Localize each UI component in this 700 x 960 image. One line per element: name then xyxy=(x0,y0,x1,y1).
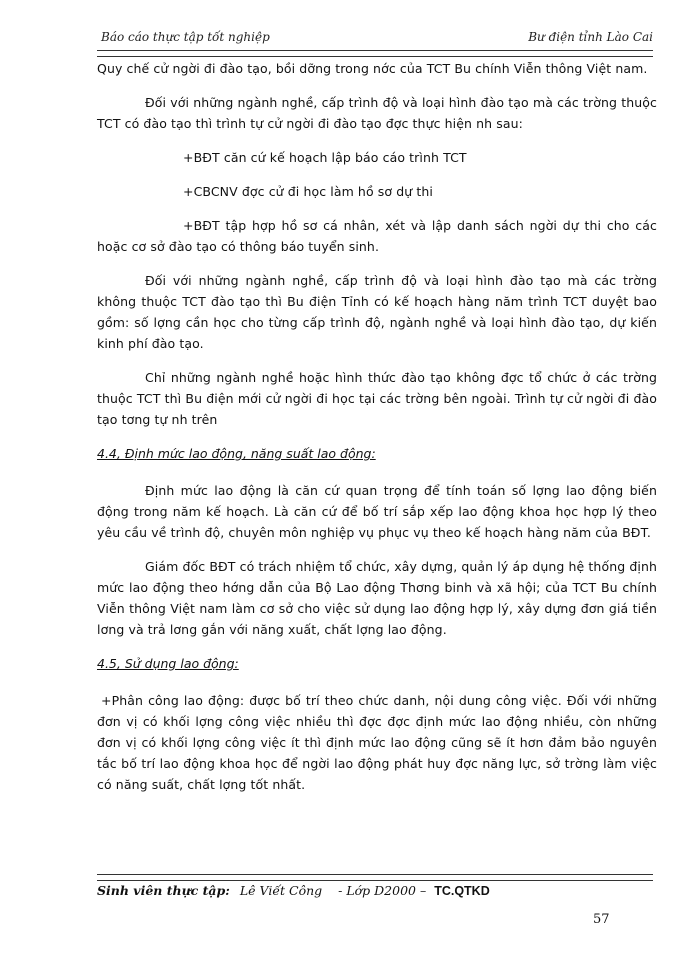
bullet-plan: +BĐT căn cứ kế hoạch lập báo cáo trình TCT xyxy=(183,150,467,165)
section-heading-4-4: 4.4, Định mức lao động, năng suất lao động: xyxy=(97,446,376,461)
paragraph-labor-assignment: +Phân công lao động: được bố trí theo chức danh, nội dung công việc. Đối với những đơn vị có khối lợng công việc nhiều thì đợc đợc định mức lao động nhiều, còn những đơn vị có khối lợng công việc ít thì định mức lao động cũng sẽ ít hơn đảm bảo nguyên tắc bố trí lao động khoa học để ngời lao động phát huy đợc năng lực, sở trờng làm việc có năng suất, chất lợng tốt nhất. xyxy=(97,693,657,792)
paragraph-external-training: Đối với những ngành nghề, cấp trình độ và loại hình đào tạo mà các trờng không thuộc TCT đào tạo thì Bu điện Tỉnh có kế hoạch hàng năm trình TCT duyệt bao gồm: số lợng cần học cho từng cấp trình độ, ngành nghề và loại hình đào tạo, dự kiến kinh phí đào tạo. xyxy=(97,273,657,351)
page-footer xyxy=(97,883,657,898)
section-heading-4-5: 4.5, Sử dụng lao động: xyxy=(97,656,239,671)
header-organization: Bư điện tỉnh Lào Cai xyxy=(528,30,653,44)
paragraph-outside-schools: Chỉ những ngành nghề hoặc hình thức đào tạo không đợc tổ chức ở các trờng thuộc TCT thì Bu điện mới cử ngời đi học tại các trờng bên ngoài. Trình tự cử ngời đi đào tạo tơng tự nh trên xyxy=(97,370,657,427)
footer-student-name: Lê Viết Công xyxy=(239,883,323,898)
paragraph-internal-training: Đối với những ngành nghề, cấp trình độ và loại hình đào tạo mà các trờng thuộc TCT có đào tạo thì trình tự cử ngời đi đào tạo đợc thực hiện nh sau: xyxy=(97,95,657,131)
paragraph-regulation: Quy chế cử ngời đi đào tạo, bồi dỡng trong nớc của TCT Bu chính Viễn thông Việt nam. xyxy=(97,61,648,76)
header-divider xyxy=(97,50,653,57)
header-report-title: Báo cáo thực tập tốt nghiệp xyxy=(101,30,270,44)
document-body xyxy=(97,58,657,808)
page-number: 57 xyxy=(593,912,610,927)
footer-student-label: Sinh viên thực tập: xyxy=(97,883,230,898)
footer-divider xyxy=(97,874,653,881)
paragraph-director-duty: Giám đốc BĐT có trách nhiệm tổ chức, xây dựng, quản lý áp dụng hệ thống định mức lao động theo hớng dẫn của Bộ Lao động Thơng binh và xã hội; của TCT Bu chính Viễn thông Việt nam làm cơ sở cho việc sử dụng lao động hợp lý, xây dựng đơn giá tiền lơng và trả lơng gắn với năng xuất, chất lợng lao động. xyxy=(97,559,657,637)
bullet-candidate-list: +BĐT tập hợp hồ sơ cá nhân, xét và lập danh sách ngời dự thi cho các hoặc cơ sở đào tạo có thông báo tuyển sinh. xyxy=(97,218,657,254)
paragraph-labor-norms: Định mức lao động là căn cứ quan trọng để tính toán số lợng lao động biến động trong năm kế hoạch. Là căn cứ để bố trí sắp xếp lao động khoa học hợp lý theo yêu cầu về trình độ, chuyên môn nghiệp vụ phục vụ theo kế hoạch hàng năm của BĐT. xyxy=(97,483,657,540)
footer-class: - Lớp D2000 – xyxy=(338,883,427,898)
footer-department: TC.QTKD xyxy=(434,884,490,898)
bullet-dossier: +CBCNV đợc cử đi học làm hồ sơ dự thi xyxy=(183,184,433,199)
